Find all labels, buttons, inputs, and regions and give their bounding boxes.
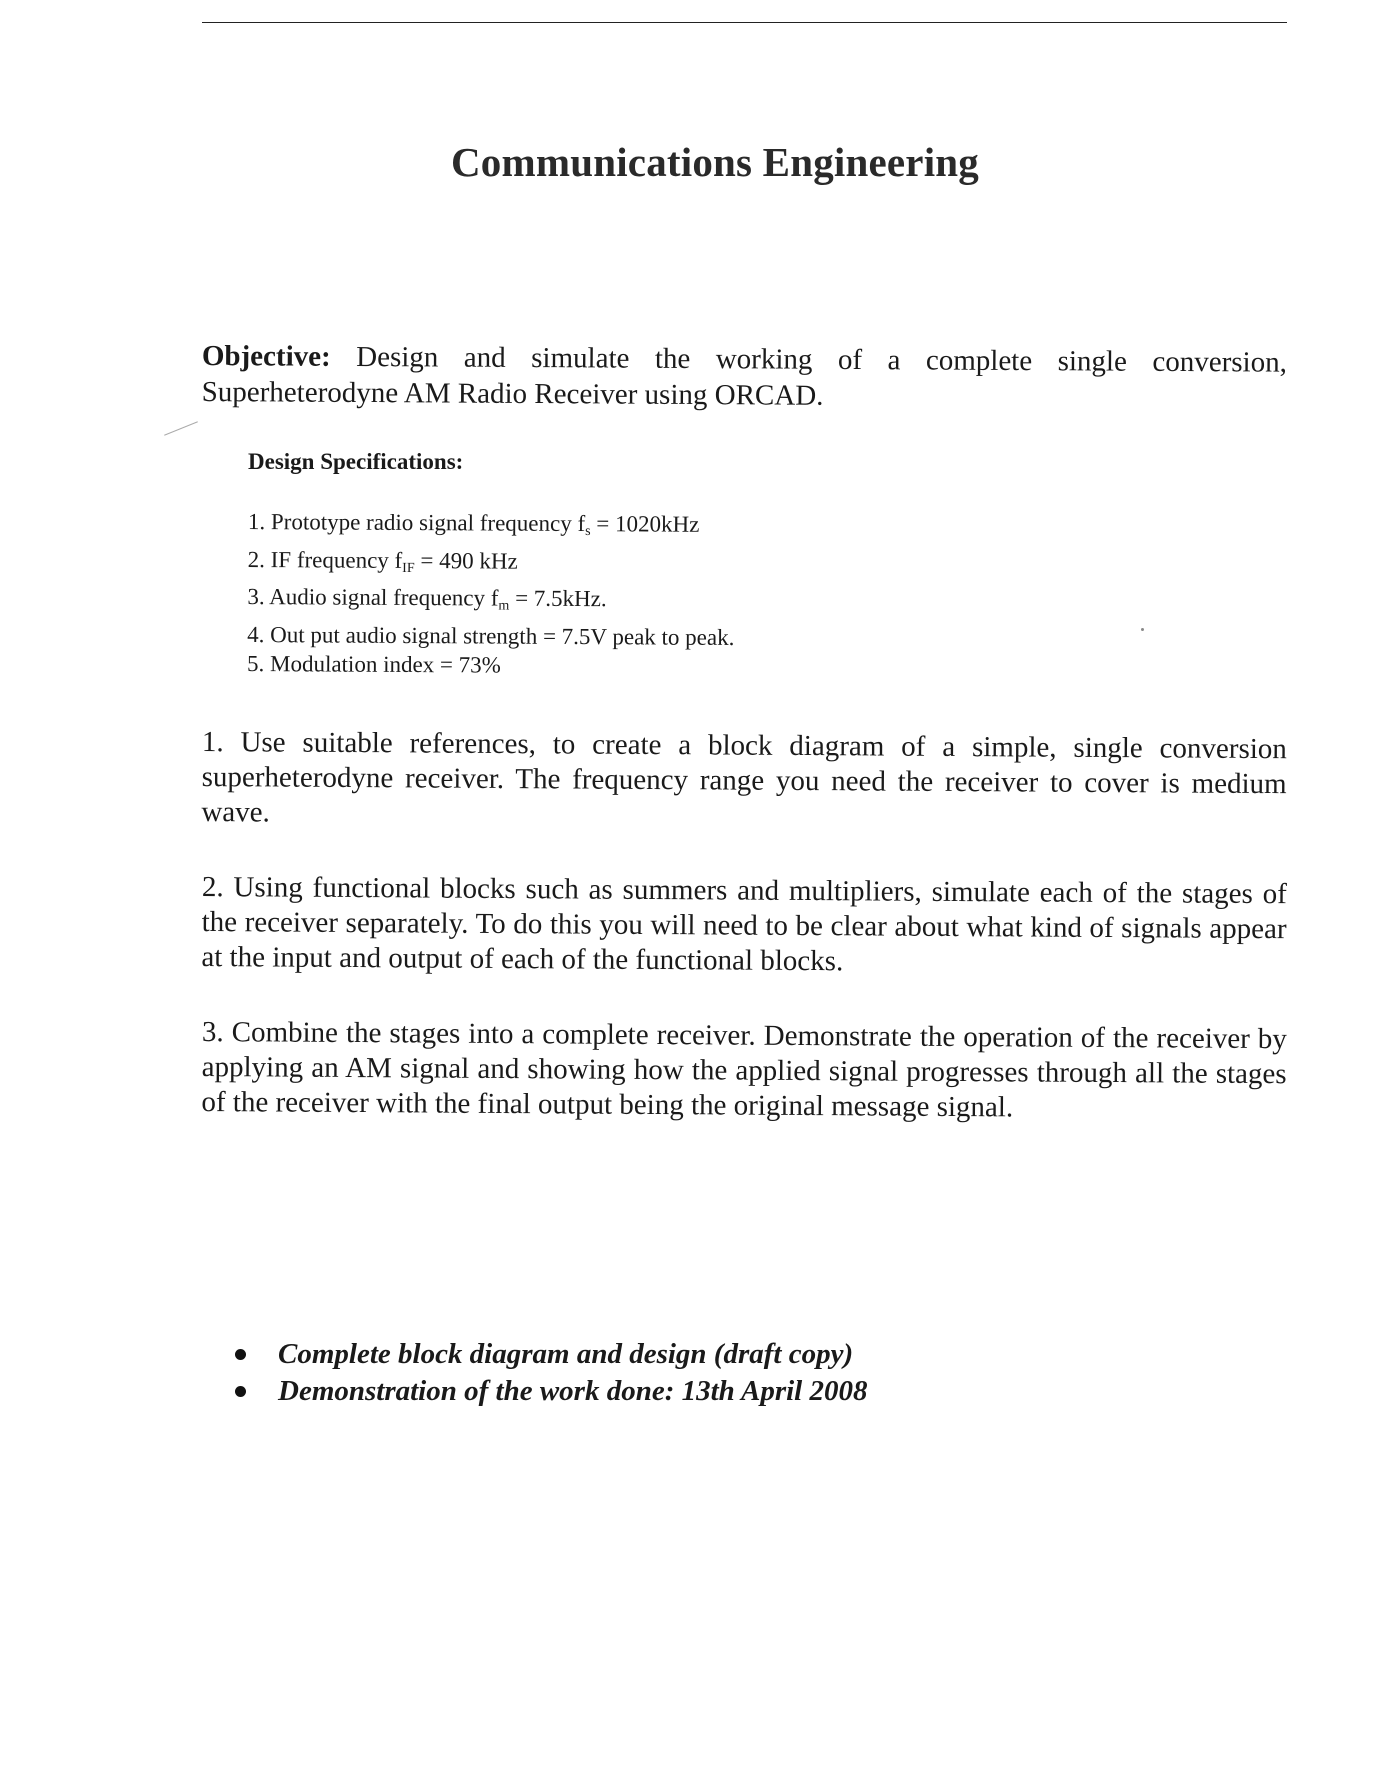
objective-label: Objective: [201, 339, 331, 373]
bullet-icon [235, 1349, 246, 1360]
deliverable-item: Demonstration of the work done: 13th April 2008 [230, 1373, 867, 1410]
deliverable-item: Complete block diagram and design (draft copy) [230, 1336, 867, 1373]
bullet-icon [235, 1386, 246, 1397]
spec-item: 1. Prototype radio signal frequency $f_s = 1020kHz$ [247, 508, 700, 540]
deliverables-list [230, 1336, 867, 1410]
objective-paragraph [202, 338, 1287, 417]
task-paragraph-3: 3. Combine the stages into a complete receiver. Demonstrate the operation of the receiver by applying an AM signal and showing how the applied signal progresses through all the stages of the receiver with the final output being the original message signal. [201, 1016, 1287, 1124]
specifications-list [247, 507, 735, 681]
spec-item: 3. Audio signal frequency $f_m = 7.5kHz$. [247, 583, 607, 614]
margin-pencil-mark [164, 421, 198, 435]
spec-item: 4. Out put audio signal strength = 7.5V peak to peak. [247, 621, 735, 650]
scan-speck [1141, 628, 1144, 631]
spec-item: 2. IF frequency $f_{IF} = 490$ kHz [247, 546, 518, 576]
task-paragraph-2: 2. Using functional blocks such as summers and multipliers, simulate each of the stages of the receiver separately. To do this you will need to be clear about what kind of signals appear at the input and output of each of the functional blocks. [201, 871, 1287, 978]
specifications-heading: Design Specifications: [248, 449, 464, 474]
objective-text: Design and simulate the working of a complete single conversion, Superheterodyne AM Radio Receiver using ORCAD. [201, 340, 1287, 412]
page-title: Communications Engineering [451, 139, 979, 185]
top-rule [202, 22, 1287, 23]
spec-item: 5. Modulation index = 73% [246, 650, 501, 678]
task-paragraph-1: 1. Use suitable references, to create a block diagram of a simple, single conversion superheterodyne receiver. The frequency range you need the receiver to cover is medium wave. [201, 726, 1287, 829]
